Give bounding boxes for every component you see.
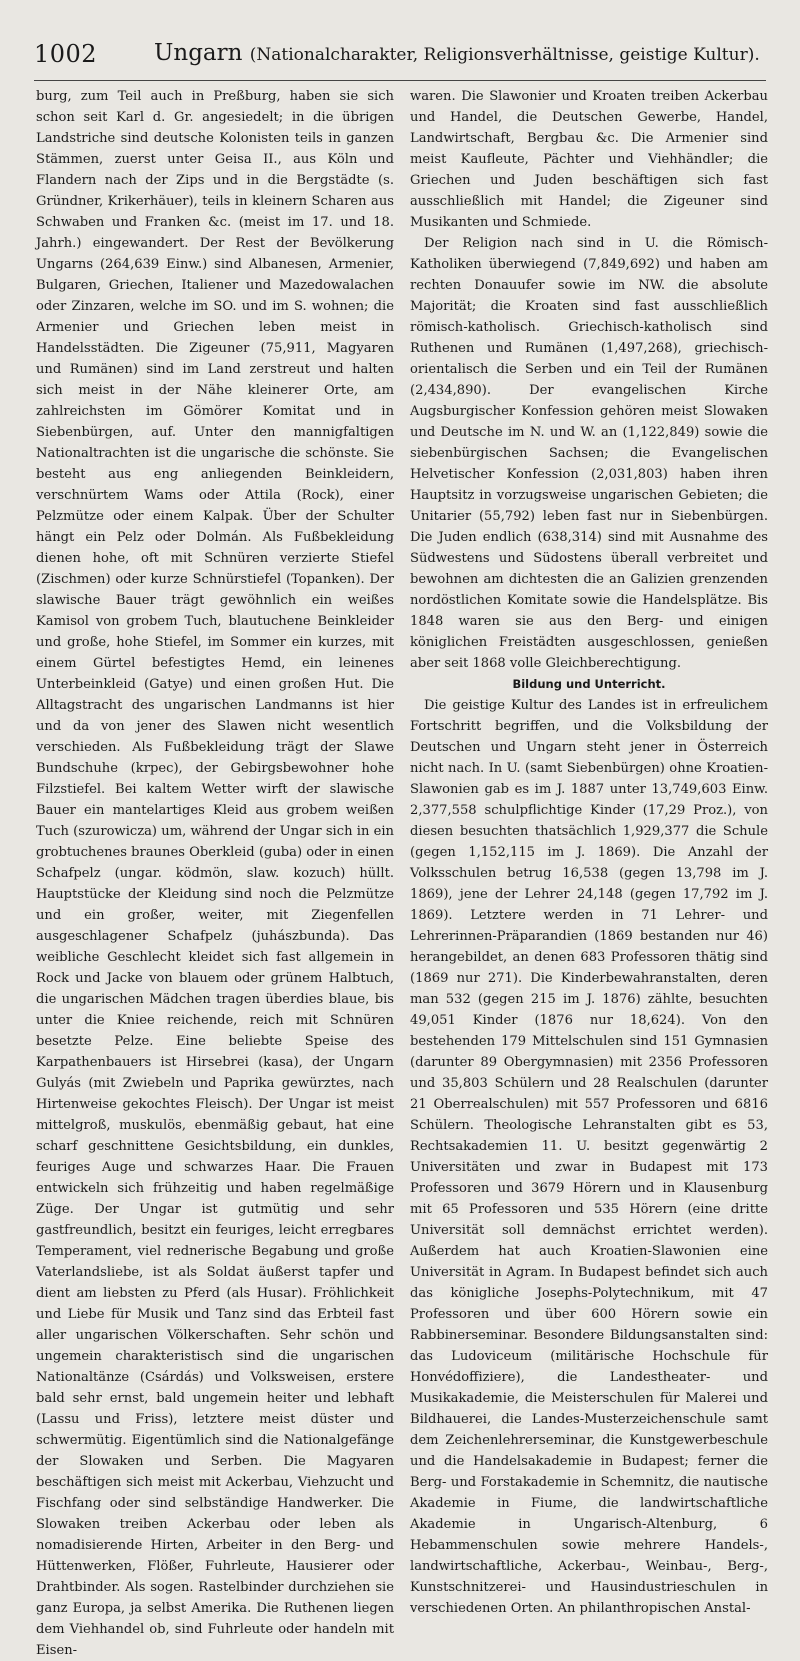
header-rule bbox=[34, 80, 766, 81]
paragraph-education: Die geistige Kultur des Landes ist in erfreulichem Fortschritt begriffen, und die Volksbildung der Deutschen und Ungarn steht jener in Österreich nicht nach. In U. (samt Siebenbürgen) ohne Kroatien-Slawonien gab es im J. 1887 unter 13,749,603 Einw. 2,377,558 schulpflichtige Kinder (17,29 Proz.), von diesen besuchten thatsächlich 1,929,377 die Schule (gegen 1,152,115 im J. 1869). Die Anzahl der Volksschulen betrug 16,538 (gegen 13,798 im J. 1869), jene der Lehrer 24,148 (gegen 17,792 im J. 1869). Letztere werden in 71 Lehrer- und Lehrerinnen-Präparandien (1869 bestanden nur 46) herangebildet, an denen 683 Professoren thätig sind (1869 nur 271). Die Kinderbewahranstalten, deren man 532 (gegen 215 im J. 1876) zählte, besuchten 49,051 Kinder (1876 nur 18,624). Von den bestehenden 179 Mittelschulen sind 151 Gymnasien (darunter 89 Obergymnasien) mit 2356 Professoren und 35,803 Schülern und 28 Realschulen (darunter 21 Oberrealschulen) mit 557 Professoren und 6816 Schülern. Theologische Lehranstalten gibt es 53, Rechtsakademien 11. U. besitzt gegenwärtig 2 Universitäten und zwar in Budapest mit 173 Professoren und 3679 Hörern und in Klausenburg mit 65 Professoren und 535 Hörern (eine dritte Universität soll demnächst errichtet werden). Außerdem hat auch Kroatien-Slawonien eine Universität in Agram. In Budapest befindet sich auch das königliche Josephs-Polytechnikum, mit 47 Professoren und über 600 Hörern sowie ein Rabbinerseminar. Besondere Bildungsanstalten sind: das Ludoviceum (militärische Hochschule für Honvédoffiziere), die Landestheater- und Musikakademie, die Meisterschulen für Malerei und Bildhauerei, die Landes-Musterzeichenschule samt dem Zeichenlehrerseminar, die Kunstgewerbeschule und die Handelsakademie in Budapest; ferner die Berg- und Forstakademie in Schemnitz, die nautische Akademie in Fiume, die landwirtschaftliche Akademie in Ungarisch-Altenburg, 6 Hebammenschulen sowie mehrere Handels-, landwirtschaftliche, Ackerbau-, Weinbau-, Berg-, Kunstschnitzerei- und Hausindustrieschulen in verschiedenen Orten. An philanthropischen Anstal- bbox=[410, 698, 768, 1616]
paragraph: waren. Die Slawonier und Kroaten treiben Ackerbau und Handel, die Deutschen Gewerbe, Handel, Landwirtschaft, Bergbau &c. Die Armenier sind meist Kaufleute, Pächter und Viehhändler; die Griechen und Juden beschäftigen sich fast ausschließlich mit Handel; die Zigeuner sind Musikanten und Schmiede. bbox=[410, 89, 768, 230]
page-number: 1002 bbox=[34, 40, 98, 68]
running-title bbox=[154, 40, 760, 66]
paragraph-religion: Der Religion nach sind in U. die Römisch-Katholiken überwiegend (7,849,692) und haben am rechten Donauufer sowie im NW. die absolute Majorität; die Kroaten sind fast ausschließlich römisch-katholisch. Griechisch-katholisch sind Ruthenen und Rumänen (1,497,268), griechisch-orientalisch die Serben und ein Teil der Rumänen (2,434,890). Der evangelischen Kirche Augsburgischer Konfession gehören meist Slowaken und Deutsche im N. und W. an (1,122,849) sowie die siebenbürgischen Sachsen; die Evangelischen Helvetischer Konfession (2,031,803) haben ihren Hauptsitz in vorzugsweise ungarischen Gebieten; die Unitarier (55,792) leben fast nur in Siebenbürgen. Die Juden endlich (638,314) sind mit Ausnahme des Südwestens und Südostens überall verbreitet und bewohnen am dichtesten die an Galizien grenzenden nordöstlichen Komitate sowie die Handelsplätze. Bis 1848 waren sie aus den Berg- und einigen königlichen Freistädten ausgeschlossen, genießen aber seit 1868 volle Gleichberechtigung. bbox=[410, 236, 768, 671]
right-column bbox=[410, 86, 768, 1616]
paragraph: burg, zum Teil auch in Preßburg, haben sie sich schon seit Karl d. Gr. angesiedelt; in die übrigen Landstriche sind deutsche Kolonisten teils in ganzen Stämmen, zuerst unter Geisa II., aus Köln und Flandern nach der Zips und in die Bergstädte (s. Gründner, Krikerhäuer), teils in kleinern Scharen aus Schwaben und Franken &c. (meist im 17. und 18. Jahrh.) eingewandert. Der Rest der Bevölkerung Ungarns (264,639 Einw.) sind Albanesen, Armenier, Bulgaren, Griechen, Italiener und Mazedowalachen oder Zinzaren, welche im SO. und im S. wohnen; die Armenier und Griechen leben meist in Handelsstädten. Die Zigeuner (75,911, Magyaren und Rumänen) sind im Land zerstreut und halten sich meist in der Nähe kleinerer Orte, am zahlreichsten im Gömörer Komitat und in Siebenbürgen, auf. Unter den mannigfaltigen Nationaltrachten ist die ungarische die schönste. Sie besteht aus eng anliegenden Beinkleidern, verschnürtem Wams oder Attila (Rock), einer Pelzmütze oder einem Kalpak. Über der Schulter hängt ein Pelz oder Dolmán. Als Fußbekleidung dienen hohe, oft mit Schnüren verzierte Stiefel (Zischmen) oder kurze Schnürstiefel (Topanken). Der slawische Bauer trägt gewöhnlich ein weißes Kamisol von grobem Tuch, blautuchene Beinkleider und große, hohe Stiefel, im Sommer ein kurzes, mit einem Gürtel befestigtes Hemd, ein leinenes Unterbeinkleid (Gatye) und einen großen Hut. Die Alltagstracht des ungarischen Landmanns ist hier und da von jener des Slawen nicht wesentlich verschieden. Als Fußbekleidung trägt der Slawe Bundschuhe (krpec), der Gebirgsbewohner hohe Filzstiefel. Bei kaltem Wetter wirft der slawische Bauer ein mantelartiges Kleid aus grobem weißen Tuch (szurowicza) um, während der Ungar sich in ein grobtuchenes braunes Oberkleid (guba) oder in einen Schafpelz (ungar. ködmön, slaw. kozuch) hüllt. Hauptstücke der Kleidung sind noch die Pelzmütze und ein großer, weiter, mit Ziegenfellen ausgeschlagener Schafpelz (juhászbunda). Das weibliche Geschlecht kleidet sich fast allgemein in Rock und Jacke von blauem oder grünem Halbtuch, die ungarischen Mädchen tragen überdies blaue, bis unter die Kniee reichende, reich mit Schnüren besetzte Pelze. Eine beliebte Speise des Karpathenbauers ist Hirsebrei (kasa), der Ungarn Gulyás (mit Zwiebeln und Paprika gewürztes, nach Hirtenweise gekochtes Fleisch). Der Ungar ist meist mittelgroß, muskulös, ebenmäßig gebaut, hat eine scharf geschnittene Gesichtsbildung, ein dunkles, feuriges Auge und schwarzes Haar. Die Frauen entwickeln sich frühzeitig und haben regelmäßige Züge. Der Ungar ist gutmütig und sehr gastfreundlich, besitzt ein feuriges, leicht erregbares Temperament, viel rednerische Begabung und große Vaterlandsliebe, ist als Soldat äußerst tapfer und dient am liebsten zu Pferd (als Husar). Fröhlichkeit und Liebe für Musik und Tanz sind das Erbteil fast aller ungarischen Völkerschaften. Sehr schön und ungemein charakteristisch sind die ungarischen Nationaltänze (Csárdás) und Volksweisen, erstere bald sehr ernst, bald ungemein heiter und lebhaft (Lassu und Friss), letztere meist düster und schwermütig. Eigentümlich sind die Nationalgefänge der Slowaken und Serben. Die Magyaren beschäftigen sich meist mit Ackerbau, Viehzucht und Fischfang oder sind selbständige Handwerker. Die Slowaken treiben Ackerbau oder leben als nomadisierende Hirten, Arbeiter in den Berg- und Hüttenwerken, Flößer, Fuhrleute, Hausierer oder Drahtbinder. Als sogen. Rastelbinder durchziehen sie ganz Europa, ja selbst Amerika. Die Ruthenen liegen dem Viehhandel ob, sind Fuhrleute oder handeln mit Eisen- bbox=[36, 89, 395, 1658]
left-column bbox=[36, 86, 395, 1658]
running-title-main: Ungarn bbox=[154, 40, 243, 66]
running-title-subtitle: (Nationalcharakter, Religionsverhältnisse, geistige Kultur). bbox=[249, 45, 760, 65]
section-heading: Bildung und Unterricht. bbox=[512, 677, 666, 691]
page-header bbox=[34, 36, 764, 76]
